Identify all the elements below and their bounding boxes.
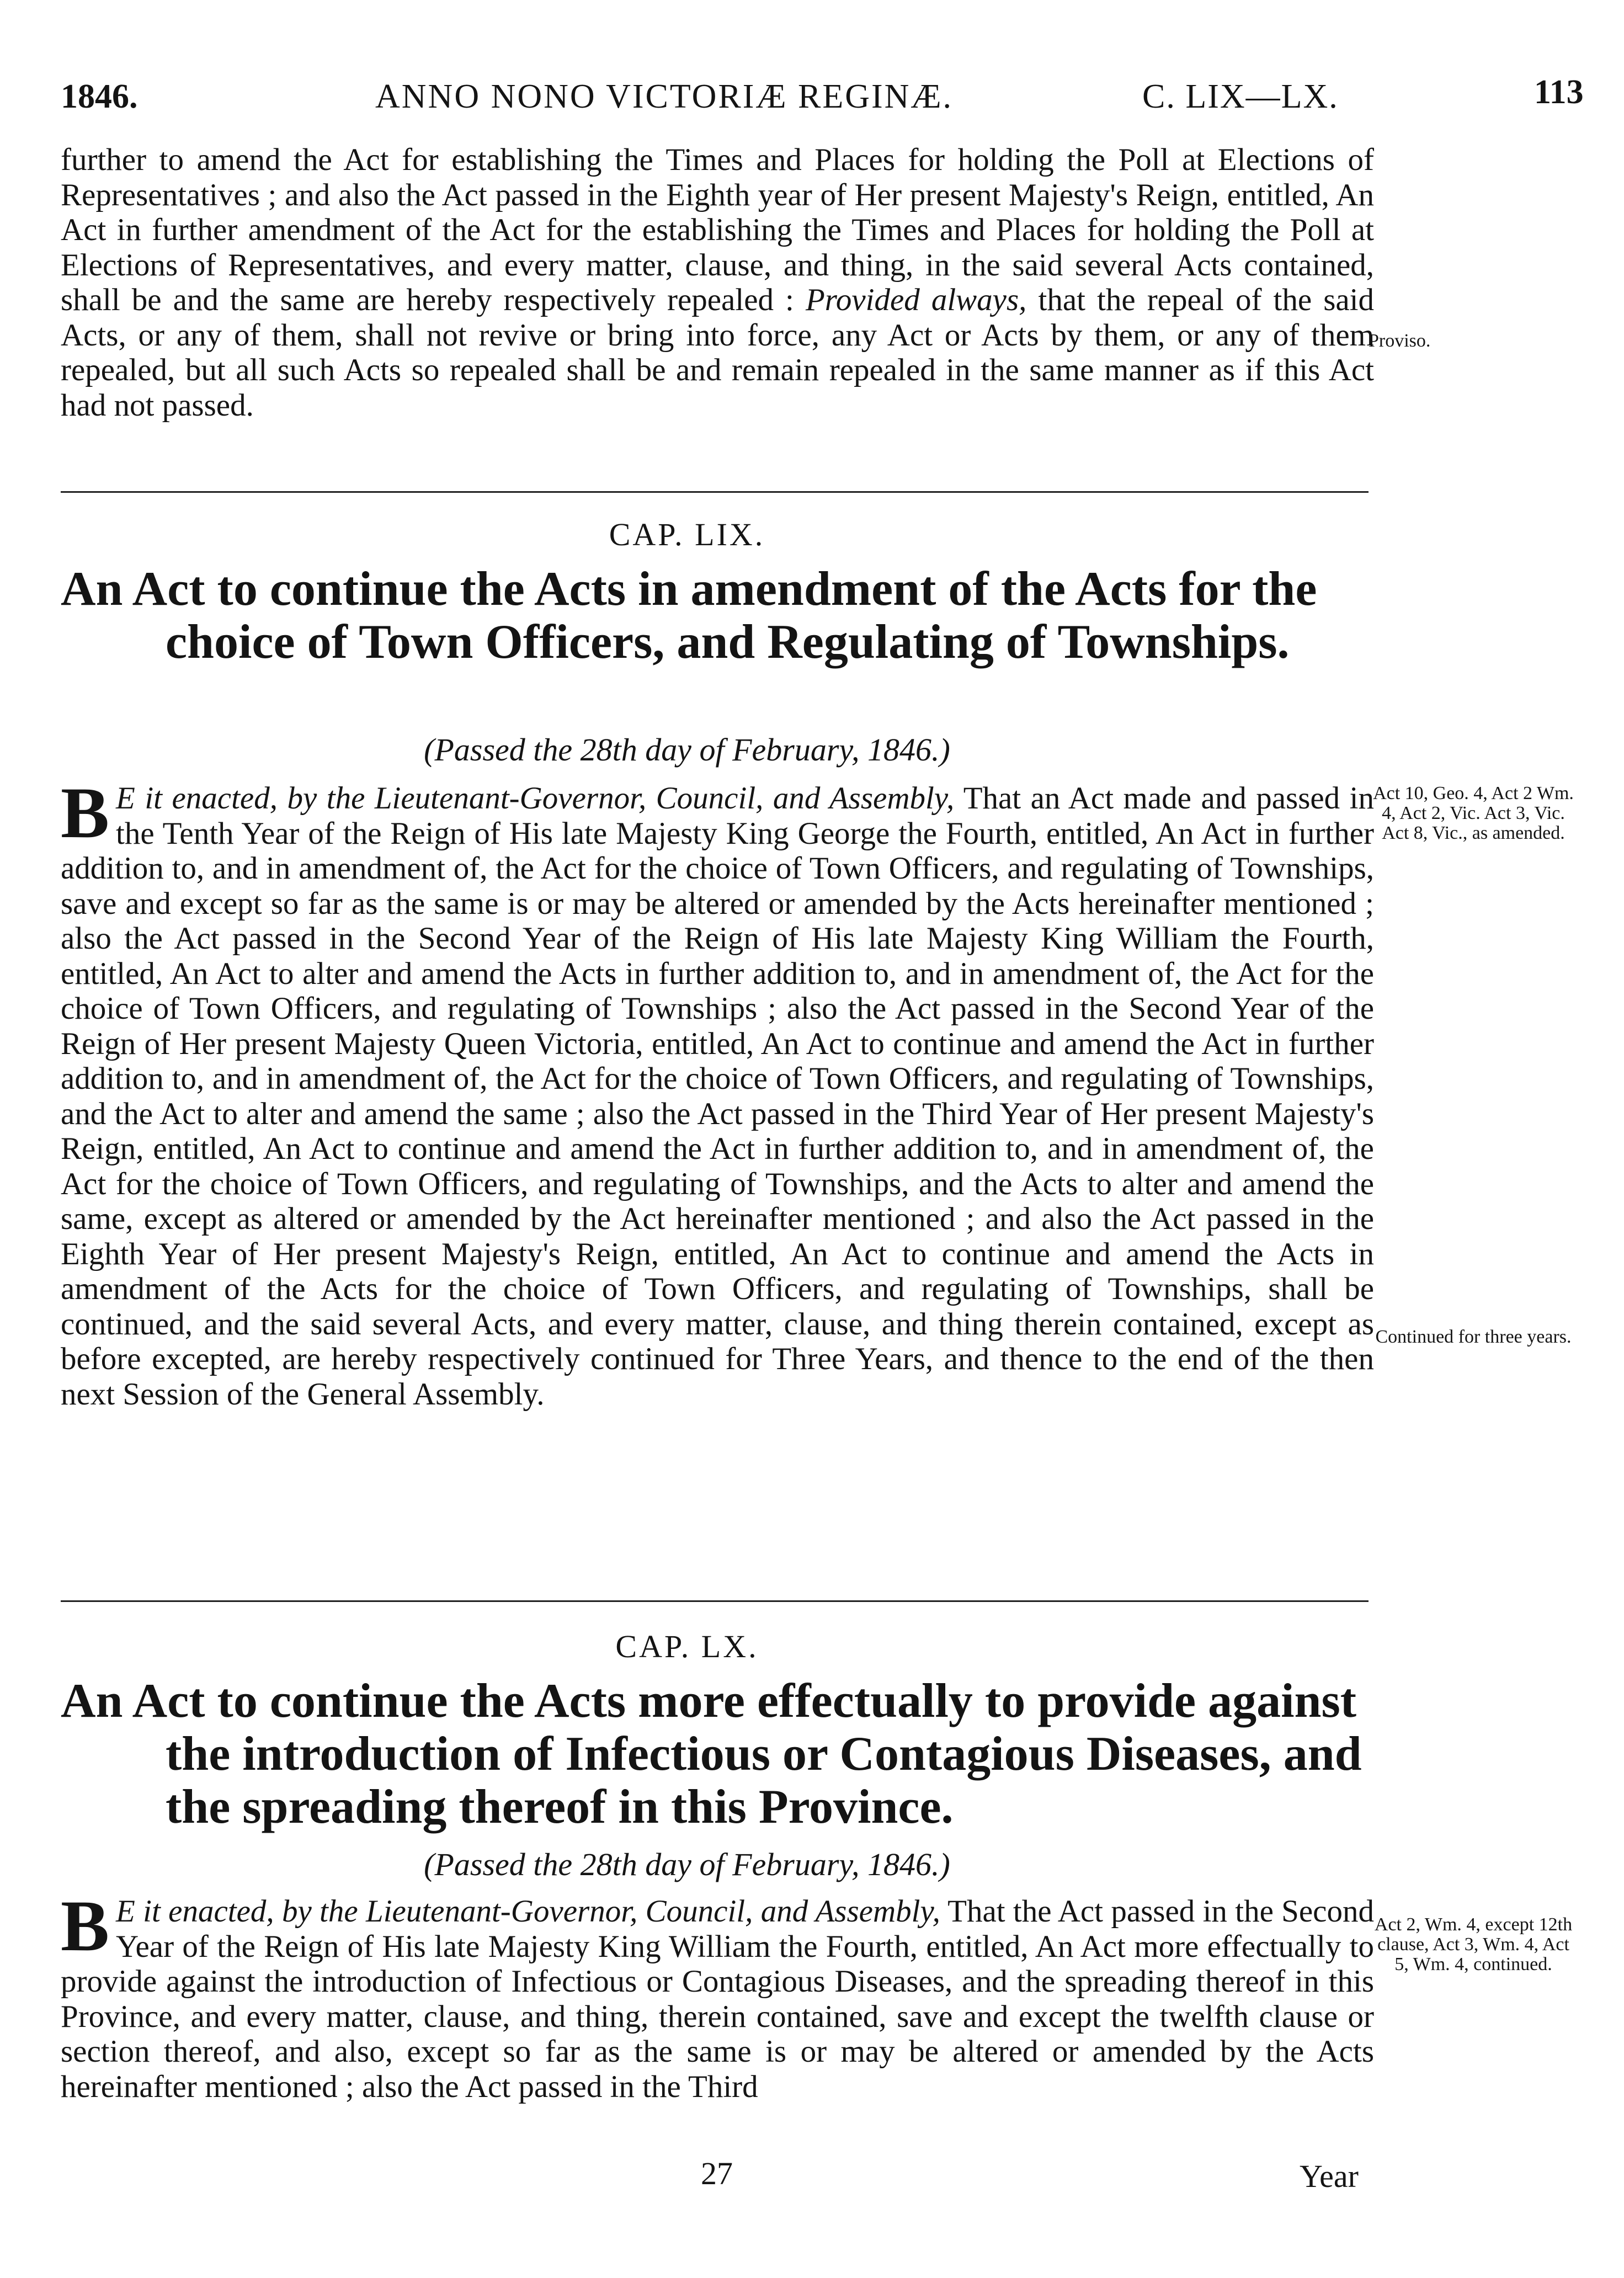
- intro-proviso-lead: Provided always,: [805, 283, 1027, 317]
- catchword: Year: [1300, 2158, 1359, 2194]
- cap-lix-body-text: That an Act made and passed in the Tenth Year of the Reign of His late Majesty King George the Fourth, entitled, An Act in further addition to, and in amendment of, the Act for the choice of Town Officers, and regulating of Townships, save and except so far as the same is or may be altered or amended by the Acts hereinafter mentioned ; also the Act passed in the Second Year of the Reign of His late Majesty King William the Fourth, entitled, An Act to alter and amend the Acts in further addition to, and in amendment of, the Act for the choice of Town Officers, and regulating of Townships ; also the Act passed in the Second Year of the Reign of Her present Majesty Queen Victoria, entitled, An Act to continue and amend the Act in further addition to, and in amendment of, the Act for the choice of Town Officers, and regulating of Townships, and the Act to alter and amend the same ; also the Act passed in the Third Year of Her present Majesty's Reign, entitled, An Act to continue and amend the Act in further addition to, and in amendment of, the Act for the choice of Town Officers, and regulating of Townships, and the Acts to alter and amend the same, except as altered or amended by the Act hereinafter mentioned ; and also the Act passed in the Eighth Year of Her present Majesty's Reign, entitled, An Act to continue and amend the Acts in amendment of the Acts for the choice of Town Officers, and regulating of Townships, shall be continued, and the said several Acts, and every matter, clause, and thing therein contained, except as before excepted, are hereby respectively continued for Three Years, and thence to the end of the then next Session of the General Assembly.: [61, 781, 1374, 1412]
- running-head-year: 1846.: [61, 78, 138, 115]
- running-head: [44, 73, 1584, 132]
- section-divider: [61, 491, 1369, 493]
- intro-text-after: that the repeal of the said Acts, or any of them, shall not revive or bring into force, any Act or Acts by them, or any of them repealed, but all such Acts so repealed shall be and remain repealed in the same manner as if this Act had not passed.: [61, 283, 1375, 423]
- margin-note-cap-lx: Act 2, Wm. 4, except 12th clause, Act 3, Wm. 4, Act 5, Wm. 4, continued.: [1374, 1914, 1573, 1974]
- cap-lix-dropcap: B: [61, 772, 110, 853]
- cap-lix-body: [61, 772, 1374, 1412]
- cap-lix-enacting-clause: E it enacted, by the Lieutenant-Governor, Council, and Assembly,: [116, 781, 955, 816]
- cap-lx-title-line-1: An Act to continue the Acts more effectually to provide: [61, 1674, 1196, 1728]
- cap-lx-body-text: That the Act passed in the Second Year of the Reign of His late Majesty King William the Fourth, entitled, An Act more effectually to provide against the introduction of Infectious or Contagious Diseases, and the spreading thereof in this Province, and every matter, clause, and thing, therein contained, save and except the twelfth clause or section thereof, and also, except so far as the same is or may be altered or amended by the Acts hereinafter mentioned ; also the Act passed in the Third: [61, 1894, 1374, 2104]
- cap-lx-enacting-clause: E it enacted, by the Lieutenant-Governor, Council, and Assembly,: [116, 1894, 940, 1929]
- cap-lx-title-rest: against the introduction of Infectious or Contagious Diseases, and the spreading thereof in this Province.: [166, 1674, 1362, 1834]
- cap-lix-title-rest: for the choice of Town Officers, and Regulating of Townships.: [166, 562, 1317, 669]
- margin-note-cap-lix-acts: Act 10, Geo. 4, Act 2 Wm. 4, Act 2, Vic. Act 3, Vic. Act 8, Vic., as amended.: [1373, 783, 1574, 843]
- cap-lix-passed-date: (Passed the 28th day of February, 1846.): [424, 732, 950, 768]
- cap-lx-passed-date: (Passed the 28th day of February, 1846.): [424, 1846, 950, 1882]
- signature-mark: 27: [701, 2155, 733, 2191]
- cap-lx-body: [61, 1885, 1374, 2104]
- intro-text-before: further to amend the Act for establishing the Times and Places for holding the Poll at Elections of Representatives ; and also the Act passed in the Eighth year of Her present Majesty's Reign, entitled, An Act in further amendment of the Act for the establishing the Times and Places for holding the Poll at Elections of Representatives, and every matter, clause, and thing, in the said several Acts contained, shall be and the same are hereby respectively repealed :: [61, 142, 1374, 317]
- margin-note-proviso: Proviso.: [1369, 331, 1431, 351]
- cap-lix-title: [61, 563, 1369, 669]
- intro-paragraph: [61, 142, 1374, 423]
- cap-lx-label: CAP. LX.: [615, 1628, 759, 1664]
- cap-lix-label: CAP. LIX.: [609, 517, 765, 552]
- section-divider: [61, 1600, 1369, 1602]
- cap-lx-dropcap: B: [61, 1885, 110, 1966]
- running-head-title: ANNO NONO VICTORIÆ REGINÆ.: [375, 78, 954, 115]
- margin-note-cap-lix-continued: Continued for three years.: [1375, 1327, 1572, 1347]
- running-head-chapter: C. LIX—LX.: [1142, 78, 1339, 115]
- cap-lix-title-line-1: An Act to continue the Acts in amendment of the Acts: [61, 562, 1167, 616]
- page-number: 113: [1534, 73, 1584, 111]
- cap-lx-title: [61, 1675, 1369, 1834]
